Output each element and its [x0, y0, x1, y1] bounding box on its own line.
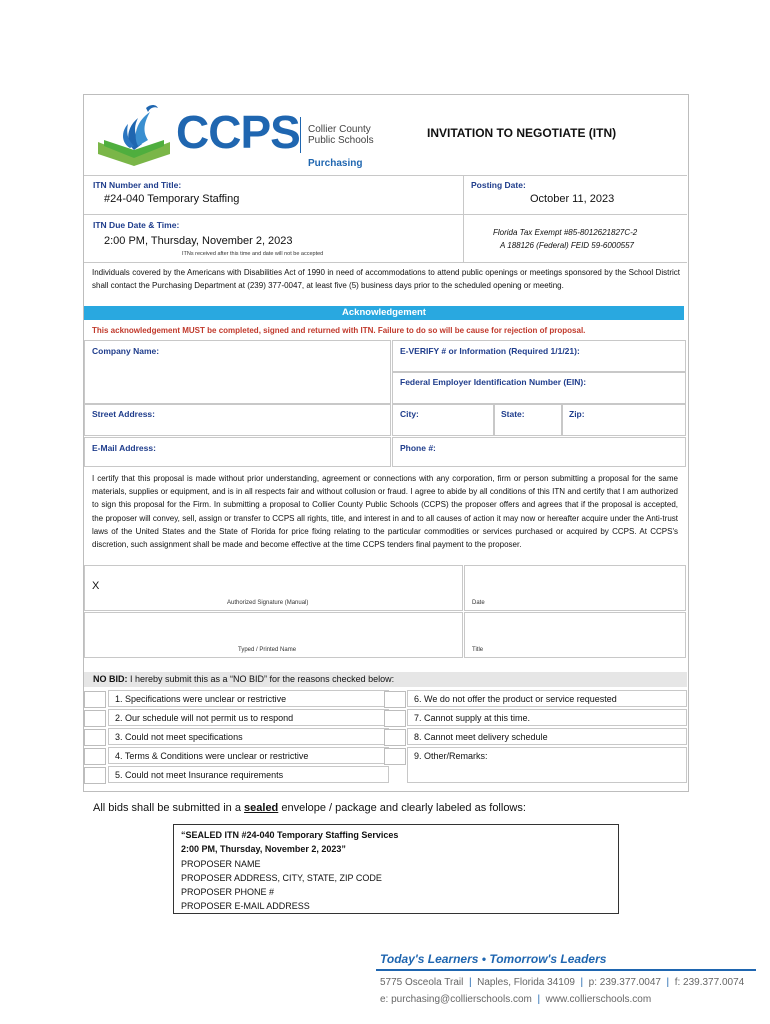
street-address-label: Street Address: — [92, 409, 155, 419]
logo-divider — [300, 117, 301, 153]
no-bid-checkbox-3[interactable] — [84, 729, 106, 746]
label-line-4: PROPOSER ADDRESS, CITY, STATE, ZIP CODE — [181, 872, 382, 883]
page-title: INVITATION TO NEGOTIATE (ITN) — [427, 126, 617, 140]
city-label: City: — [400, 409, 419, 419]
no-bid-reason-1: 1. Specifications were unclear or restrictive — [108, 690, 389, 707]
no-bid-heading — [84, 672, 687, 687]
everify-field[interactable] — [392, 340, 686, 372]
no-bid-reason-7: 7. Cannot supply at this time. — [407, 709, 687, 726]
email-label: E-Mail Address: — [92, 443, 156, 453]
footer-fax: f: 239.377.0074 — [674, 977, 745, 988]
company-name-label: Company Name: — [92, 346, 160, 356]
label-line-1: “SEALED ITN #24-040 Temporary Staffing Services — [181, 830, 399, 840]
acknowledgement-heading: Acknowledgement — [84, 306, 684, 320]
org-line-2: Public Schools — [308, 135, 374, 146]
certification-text: I certify that this proposal is made without prior understanding, agreement or connections with any corporation, firm or person submitting a proposal for the same materials, supplies or equipment, and is in all respects fair and without collusion or fraud. I agree to abide by all conditions of this ITN and certify that I am authorized to sign this proposal for the Firm. In submitting a proposal to Collier County Public Schools (CCPS) the proposer offers and agrees that if the proposal is accepted, the proposer will convey, sell, assign or transfer to CCPS all rights, title, and interest in and to all causes of action it may now or hereafter acquire under the Anti-trust laws of the United States and the State of Florida for price fixing relating to the particular commodities or services purchased or acquired by CCPS. At CCPS's discretion, such assignment shall be made and become effective at the time CCPS tenders final payment to the proposer. — [92, 474, 678, 550]
no-bid-checkbox-6[interactable] — [384, 691, 406, 708]
label-line-5: PROPOSER PHONE # — [181, 887, 275, 898]
no-bid-reason-4: 4. Terms & Conditions were unclear or restrictive — [108, 747, 389, 764]
submission-instructions — [93, 802, 526, 814]
ccps-logo-icon — [94, 100, 178, 170]
no-bid-checkbox-8[interactable] — [384, 729, 406, 746]
org-name — [308, 124, 374, 146]
footer-tagline: Today's Learners • Tomorrow's Leaders — [380, 952, 607, 966]
no-bid-checkbox-7[interactable] — [384, 710, 406, 727]
submission-text-post: envelope / package and clearly labeled as follows: — [278, 802, 526, 814]
due-date-label: ITN Due Date & Time: — [93, 220, 180, 230]
divider — [463, 175, 464, 215]
printed-name-label: Typed / Printed Name — [238, 647, 297, 653]
no-bid-heading-bold: NO BID: — [93, 674, 128, 684]
no-bid-reason-3: 3. Could not meet specifications — [108, 728, 389, 745]
submission-sealed-word: sealed — [244, 802, 279, 814]
phone-label: Phone #: — [400, 443, 436, 453]
no-bid-checkbox-9[interactable] — [384, 748, 406, 765]
date-field[interactable] — [464, 565, 686, 611]
title-field[interactable] — [464, 612, 686, 658]
label-line-2: 2:00 PM, Thursday, November 2, 2023” — [181, 844, 346, 855]
signature-x-mark: X — [92, 580, 100, 592]
no-bid-reason-2: 2. Our schedule will not permit us to respond — [108, 709, 389, 726]
title-label: Title — [472, 647, 484, 653]
phone-field[interactable] — [392, 437, 686, 467]
label-template-box — [173, 824, 619, 914]
submission-text-pre: All bids shall be submitted in a — [93, 802, 245, 814]
divider — [463, 214, 464, 262]
tax-exempt-line-2: A 188126 (Federal) FEID 59-6000557 — [500, 241, 635, 250]
ada-notice: Individuals covered by the Americans with Disabilities Act of 1990 in need of accommodations to attend public openings or meetings sponsored by the School District shall contact the Purchasing Department at (239) 377-0047, at least five (5) business days prior to the scheduled opening or meeting. — [92, 268, 680, 290]
zip-label: Zip: — [569, 409, 585, 419]
no-bid-checkbox-2[interactable] — [84, 710, 106, 727]
posting-date-value: October 11, 2023 — [530, 193, 615, 205]
footer-address: 5775 Osceola Trail — [380, 977, 464, 988]
itn-number-value: #24-040 Temporary Staffing — [104, 193, 240, 205]
date-label: Date — [472, 600, 485, 606]
everify-label: E-VERIFY # or Information (Required 1/1/21): — [400, 346, 580, 356]
footer-website-link[interactable]: www.collierschools.com — [545, 994, 652, 1005]
footer-rule — [376, 969, 756, 971]
footer-address-line: 5775 Osceola Trail | Naples, Florida 34109 | p: 239.377.0047 | f: 239.377.0074 — [380, 977, 745, 988]
logo-wordmark: CCPS — [176, 106, 300, 158]
divider — [84, 214, 687, 215]
footer-city: Naples, Florida 34109 — [477, 977, 575, 988]
org-line-1: Collier County — [308, 124, 371, 135]
label-line-6: PROPOSER E-MAIL ADDRESS — [181, 901, 310, 912]
no-bid-checkbox-5[interactable] — [84, 767, 106, 784]
itn-number-label: ITN Number and Title: — [93, 180, 182, 190]
no-bid-reason-6: 6. We do not offer the product or service requested — [407, 690, 687, 707]
divider — [84, 175, 687, 176]
no-bid-heading-text: I hereby submit this as a “NO BID” for the reasons checked below: — [127, 674, 395, 684]
department-label: Purchasing — [308, 158, 363, 169]
posting-date-label: Posting Date: — [471, 180, 526, 190]
fein-label: Federal Employer Identification Number (EIN): — [400, 377, 587, 387]
signature-label: Authorized Signature (Manual) — [227, 600, 309, 606]
due-date-note: ITNs received after this time and date will not be accepted — [182, 251, 324, 257]
due-date-value: 2:00 PM, Thursday, November 2, 2023 — [104, 235, 293, 247]
divider — [84, 262, 687, 263]
no-bid-reason-5: 5. Could not meet Insurance requirements — [108, 766, 389, 783]
no-bid-checkbox-1[interactable] — [84, 691, 106, 708]
no-bid-remarks[interactable]: 9. Other/Remarks: — [407, 747, 687, 783]
no-bid-reason-8: 8. Cannot meet delivery schedule — [407, 728, 687, 745]
state-label: State: — [501, 409, 525, 419]
no-bid-checkbox-4[interactable] — [84, 748, 106, 765]
tax-exempt-line-1: Florida Tax Exempt #85-8012621827C-2 — [493, 228, 638, 237]
acknowledgement-warning: This acknowledgement MUST be completed, signed and returned with ITN. Failure to do so will be cause for rejection of proposal. — [92, 326, 586, 335]
footer-phone: p: 239.377.0047 — [588, 977, 661, 988]
label-line-3: PROPOSER NAME — [181, 858, 261, 869]
footer-email-link[interactable]: e: purchasing@collierschools.com — [380, 994, 532, 1005]
footer-contact-line: e: purchasing@collierschools.com | www.collierschools.com — [380, 994, 652, 1005]
